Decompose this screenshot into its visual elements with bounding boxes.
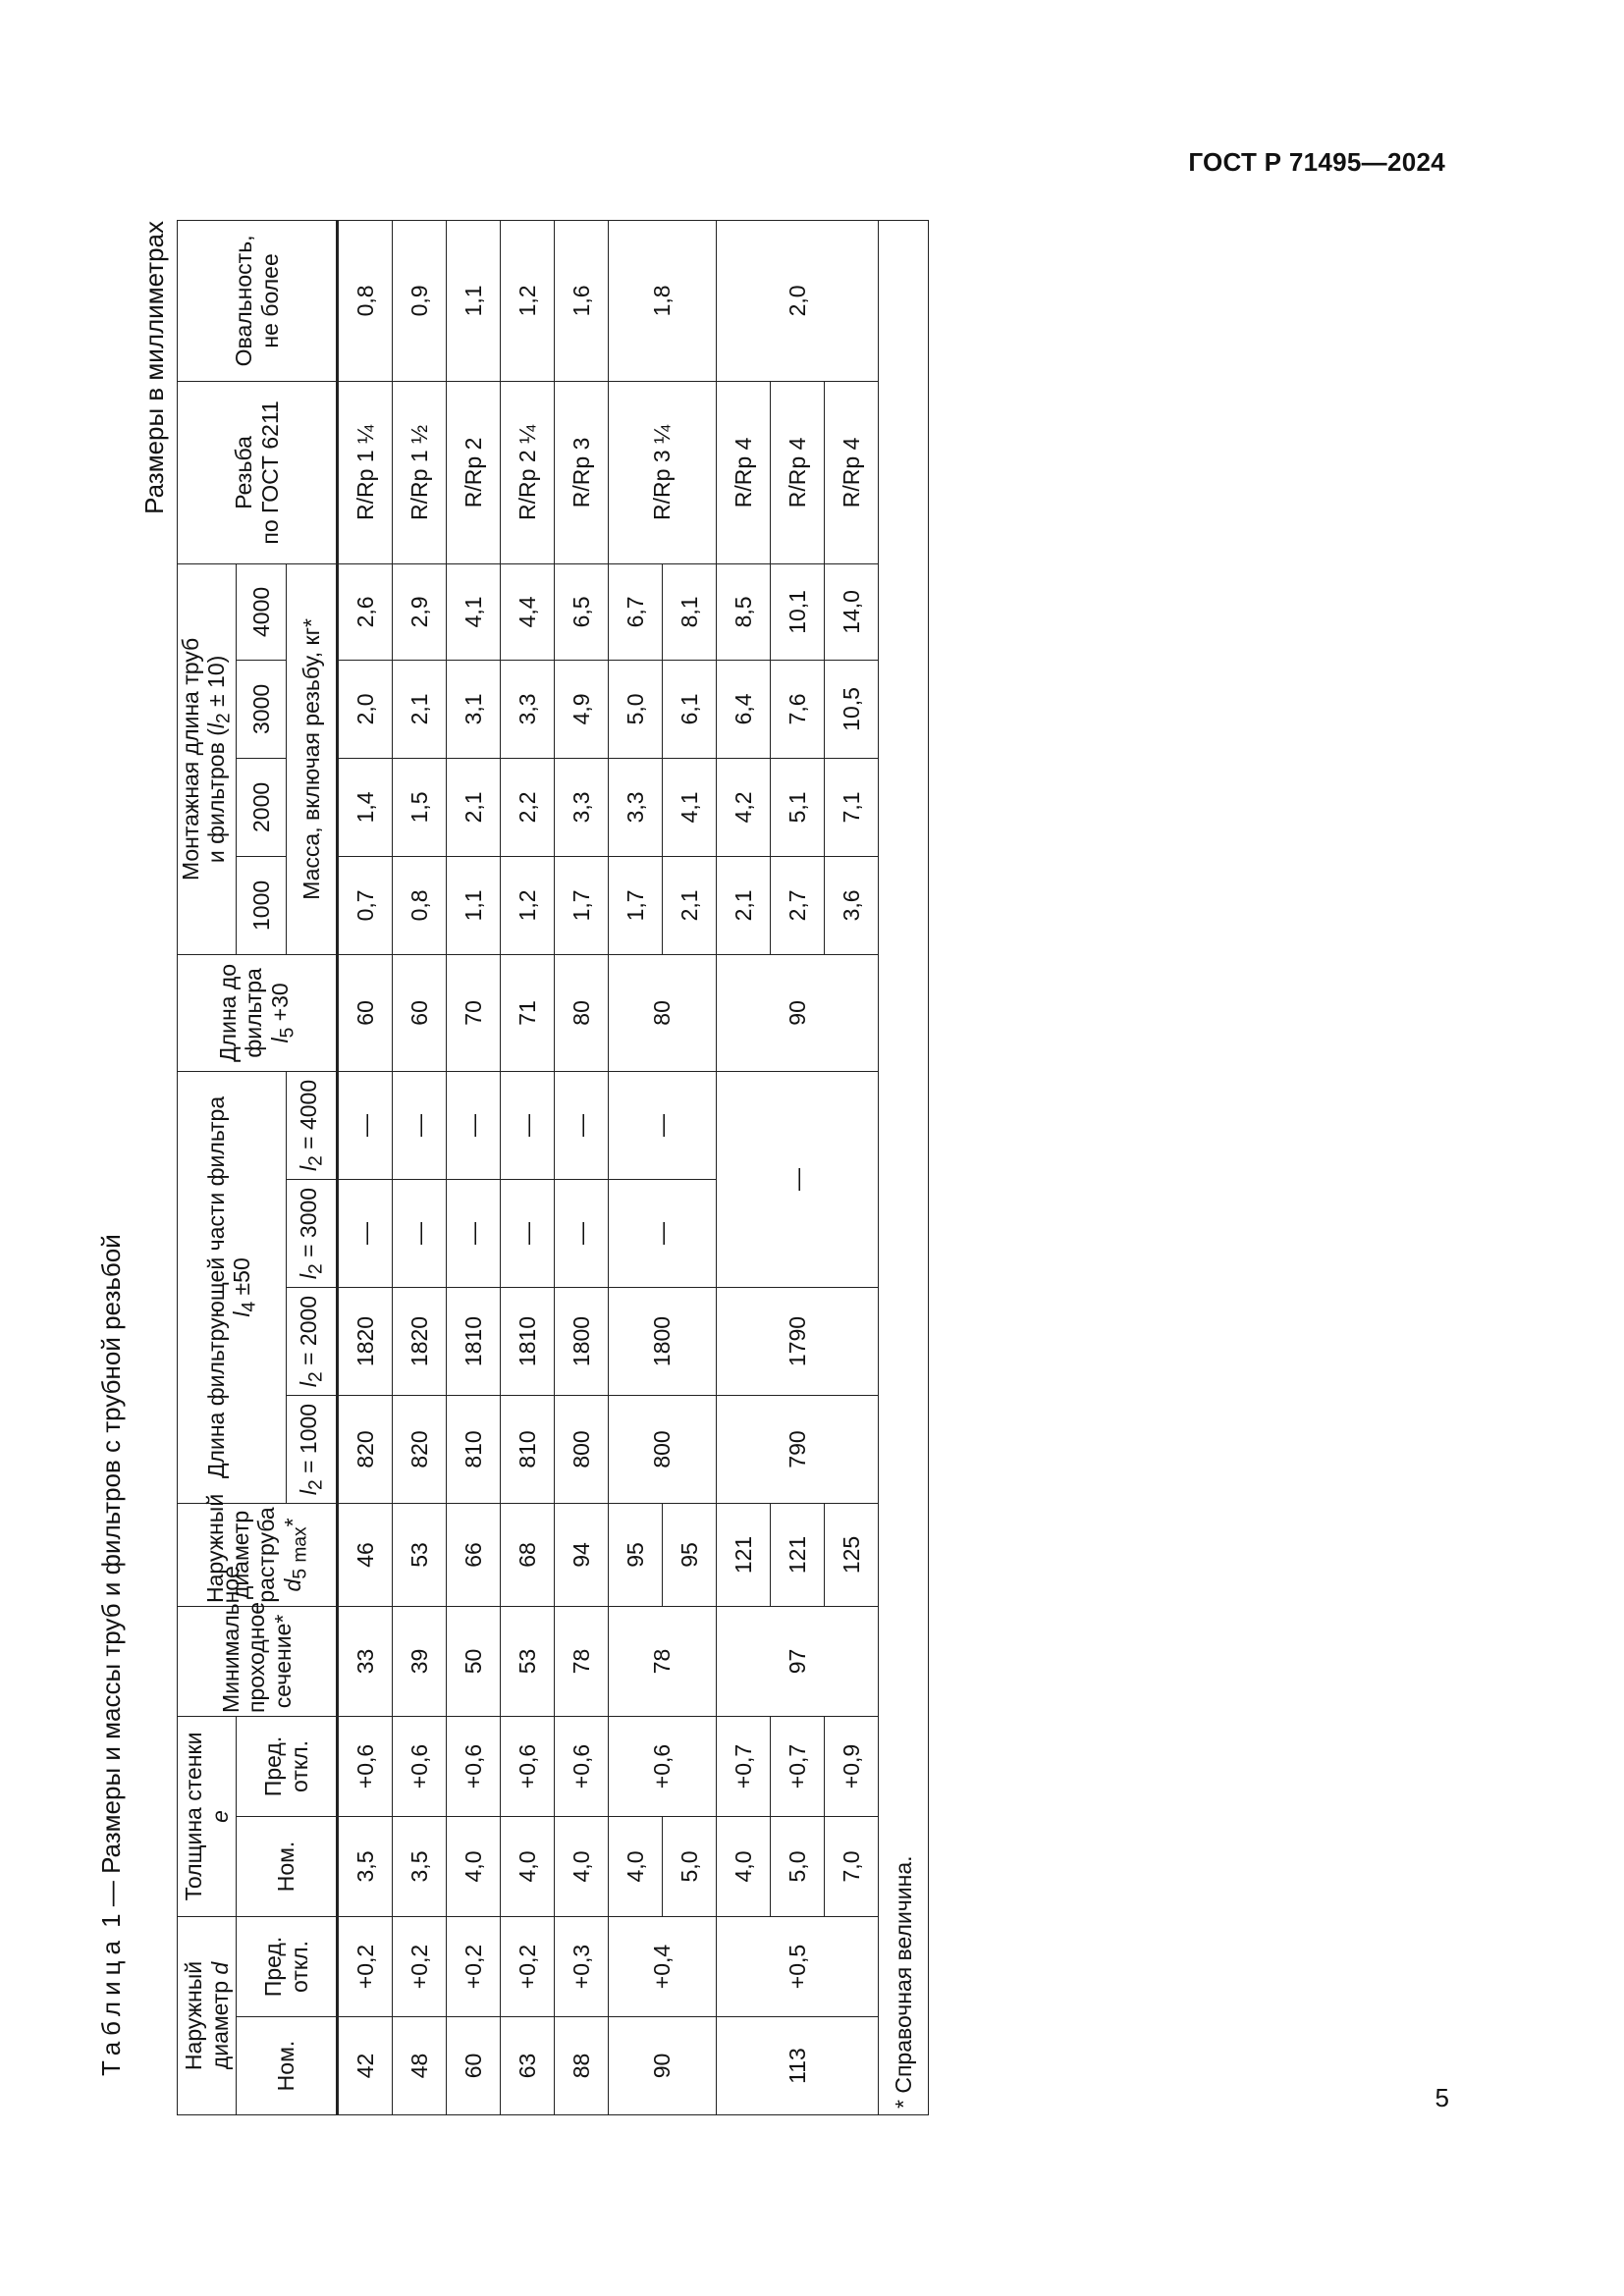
cell-f3000: — <box>447 1179 501 1287</box>
cell-f3000: — <box>717 1071 879 1287</box>
cell-m2000: 1,5 <box>393 758 447 856</box>
hdr-filter-2000: $l_2 = 2000$ <box>287 1287 338 1395</box>
page-number: 5 <box>1435 2083 1449 2112</box>
cell-m4000: 4,4 <box>501 563 555 660</box>
cell-min: 53 <box>501 1606 555 1716</box>
dimensions-table <box>177 220 929 2115</box>
cell-d: 60 <box>447 2017 501 2115</box>
cell-d-dev: +0,5 <box>717 1916 879 2016</box>
cell-m1000: 2,1 <box>663 856 717 954</box>
cell-l5: 71 <box>501 954 555 1071</box>
table-row <box>609 220 663 2114</box>
cell-e-dev: +0,6 <box>555 1716 609 1816</box>
cell-d5: 121 <box>771 1503 825 1606</box>
cell-f1000: 790 <box>717 1395 879 1503</box>
cell-f4000: — <box>609 1071 717 1179</box>
cell-f2000: 1810 <box>447 1287 501 1395</box>
cell-e: 5,0 <box>663 1816 717 1916</box>
cell-m4000: 2,6 <box>338 563 393 660</box>
hdr-e-nom: Ном. <box>237 1816 338 1916</box>
cell-m1000: 0,7 <box>338 856 393 954</box>
cell-m4000: 6,7 <box>609 563 663 660</box>
cell-f1000: 820 <box>393 1395 447 1503</box>
cell-m3000: 6,4 <box>717 660 771 758</box>
cell-f3000: — <box>609 1179 717 1287</box>
table-row <box>447 220 501 2114</box>
cell-l5: 80 <box>609 954 717 1071</box>
cell-f3000: — <box>338 1179 393 1287</box>
cell-e-dev: +0,6 <box>393 1716 447 1816</box>
cell-m4000: 8,1 <box>663 563 717 660</box>
cell-m1000: 3,6 <box>825 856 879 954</box>
cell-f4000: — <box>393 1071 447 1179</box>
cell-f1000: 800 <box>555 1395 609 1503</box>
cell-min: 50 <box>447 1606 501 1716</box>
cell-m2000: 4,1 <box>663 758 717 856</box>
cell-d5: 95 <box>609 1503 663 1606</box>
cell-f1000: 810 <box>501 1395 555 1503</box>
cell-e: 4,0 <box>555 1816 609 1916</box>
cell-f1000: 810 <box>447 1395 501 1503</box>
cell-d5: 53 <box>393 1503 447 1606</box>
cell-m3000: 5,0 <box>609 660 663 758</box>
cell-m2000: 3,3 <box>609 758 663 856</box>
cell-e: 7,0 <box>825 1816 879 1916</box>
hdr-mass: Масса, включая резьбу, кг* <box>287 563 338 954</box>
hdr-mount-2000: 2000 <box>237 758 287 856</box>
cell-m1000: 1,7 <box>555 856 609 954</box>
cell-d5: 125 <box>825 1503 879 1606</box>
cell-d5: 94 <box>555 1503 609 1606</box>
cell-f4000: — <box>338 1071 393 1179</box>
cell-m1000: 1,2 <box>501 856 555 954</box>
caption-text: 1 — Размеры и массы труб и фильтров с трубной резьбой <box>96 1234 126 1936</box>
cell-f2000: 1790 <box>717 1287 879 1395</box>
cell-e: 4,0 <box>447 1816 501 1916</box>
cell-m2000: 4,2 <box>717 758 771 856</box>
cell-f2000: 1820 <box>338 1287 393 1395</box>
cell-e: 3,5 <box>338 1816 393 1916</box>
cell-e-dev: +0,6 <box>609 1716 717 1816</box>
cell-d-dev: +0,2 <box>338 1916 393 2016</box>
cell-e: 4,0 <box>717 1816 771 1916</box>
cell-l5: 80 <box>555 954 609 1071</box>
cell-thread: R/Rp 1 ¼ <box>338 381 393 563</box>
col-length-to-filter: Длина до фильтра $l_5 +30$ <box>178 954 338 1071</box>
cell-f3000: — <box>501 1179 555 1287</box>
cell-d: 113 <box>717 2017 879 2115</box>
hdr-filter-1000: $l_2 = 1000$ <box>287 1395 338 1503</box>
cell-e-dev: +0,6 <box>447 1716 501 1816</box>
hdr-filter-4000: $l_2 = 4000$ <box>287 1071 338 1179</box>
cell-d: 48 <box>393 2017 447 2115</box>
cell-thread: R/Rp 2 <box>447 381 501 563</box>
hdr-mount-4000: 4000 <box>237 563 287 660</box>
cell-thread: R/Rp 4 <box>825 381 879 563</box>
col-min-passage: Минимальное проходное сечение* <box>178 1606 338 1716</box>
table-caption <box>96 1234 127 2076</box>
cell-e: 4,0 <box>609 1816 663 1916</box>
cell-l5: 70 <box>447 954 501 1071</box>
cell-min: 39 <box>393 1606 447 1716</box>
cell-d5: 121 <box>717 1503 771 1606</box>
cell-m4000: 8,5 <box>717 563 771 660</box>
cell-m1000: 1,7 <box>609 856 663 954</box>
cell-ovality: 0,8 <box>338 220 393 381</box>
units-note: Размеры в миллиметрах <box>139 221 169 514</box>
cell-ovality: 1,2 <box>501 220 555 381</box>
cell-min: 33 <box>338 1606 393 1716</box>
cell-thread: R/Rp 2 ¼ <box>501 381 555 563</box>
cell-e-dev: +0,7 <box>717 1716 771 1816</box>
cell-f1000: 800 <box>609 1395 717 1503</box>
cell-m2000: 2,1 <box>447 758 501 856</box>
table-row <box>717 220 771 2114</box>
cell-min: 78 <box>555 1606 609 1716</box>
col-mount-length: Монтажная длина труб и фильтров $(l_2 \pm 10)$ <box>178 563 237 954</box>
cell-ovality: 1,8 <box>609 220 717 381</box>
cell-ovality: 2,0 <box>717 220 879 381</box>
hdr-mount-3000: 3000 <box>237 660 287 758</box>
table-row <box>338 220 393 2114</box>
cell-m3000: 2,1 <box>393 660 447 758</box>
cell-d5: 66 <box>447 1503 501 1606</box>
cell-d5: 46 <box>338 1503 393 1606</box>
cell-m3000: 6,1 <box>663 660 717 758</box>
col-socket-diameter: Наружный диаметр раструба $d_5$ $_{max}$* <box>178 1503 338 1606</box>
table-row <box>555 220 609 2114</box>
hdr-filter-3000: $l_2 = 3000$ <box>287 1179 338 1287</box>
cell-f2000: 1800 <box>609 1287 717 1395</box>
cell-m1000: 2,7 <box>771 856 825 954</box>
col-thread: Резьба по ГОСТ 6211 <box>178 381 338 563</box>
cell-m3000: 4,9 <box>555 660 609 758</box>
rotated-table-area <box>96 221 1049 2115</box>
cell-m3000: 7,6 <box>771 660 825 758</box>
cell-m1000: 1,1 <box>447 856 501 954</box>
cell-d: 90 <box>609 2017 717 2115</box>
cell-d: 42 <box>338 2017 393 2115</box>
cell-f2000: 1810 <box>501 1287 555 1395</box>
cell-f4000: — <box>501 1071 555 1179</box>
cell-m4000: 6,5 <box>555 563 609 660</box>
cell-m1000: 2,1 <box>717 856 771 954</box>
cell-m2000: 5,1 <box>771 758 825 856</box>
cell-d5: 95 <box>663 1503 717 1606</box>
cell-thread: R/Rp 3 ¼ <box>609 381 717 563</box>
cell-f3000: — <box>555 1179 609 1287</box>
cell-m4000: 14,0 <box>825 563 879 660</box>
cell-m3000: 2,0 <box>338 660 393 758</box>
cell-ovality: 1,1 <box>447 220 501 381</box>
cell-f2000: 1800 <box>555 1287 609 1395</box>
cell-f1000: 820 <box>338 1395 393 1503</box>
cell-e-dev: +0,6 <box>501 1716 555 1816</box>
cell-f4000: — <box>555 1071 609 1179</box>
cell-m2000: 2,2 <box>501 758 555 856</box>
cell-d: 88 <box>555 2017 609 2115</box>
cell-e-dev: +0,6 <box>338 1716 393 1816</box>
document-id: ГОСТ Р 71495—2024 <box>1188 147 1445 177</box>
col-outer-diameter: Наружный диаметр d <box>178 1916 237 2114</box>
cell-m2000: 3,3 <box>555 758 609 856</box>
cell-d-dev: +0,3 <box>555 1916 609 2016</box>
cell-l5: 60 <box>393 954 447 1071</box>
cell-m3000: 10,5 <box>825 660 879 758</box>
cell-m3000: 3,1 <box>447 660 501 758</box>
cell-e-dev: +0,7 <box>771 1716 825 1816</box>
cell-thread: R/Rp 4 <box>717 381 771 563</box>
cell-f2000: 1820 <box>393 1287 447 1395</box>
cell-d-dev: +0,2 <box>447 1916 501 2016</box>
cell-m2000: 7,1 <box>825 758 879 856</box>
cell-m2000: 1,4 <box>338 758 393 856</box>
cell-l5: 60 <box>338 954 393 1071</box>
col-ovality: Овальность, не более <box>178 220 338 381</box>
cell-l5: 90 <box>717 954 879 1071</box>
cell-d-dev: +0,2 <box>393 1916 447 2016</box>
cell-m4000: 2,9 <box>393 563 447 660</box>
cell-e: 3,5 <box>393 1816 447 1916</box>
cell-d: 63 <box>501 2017 555 2115</box>
cell-ovality: 1,6 <box>555 220 609 381</box>
cell-m3000: 3,3 <box>501 660 555 758</box>
hdr-d-nom: Ном. <box>237 2017 338 2115</box>
footnote: * Справочная величина. <box>879 220 929 2114</box>
cell-f3000: — <box>393 1179 447 1287</box>
cell-m1000: 0,8 <box>393 856 447 954</box>
cell-d5: 68 <box>501 1503 555 1606</box>
cell-thread: R/Rp 4 <box>771 381 825 563</box>
cell-m4000: 4,1 <box>447 563 501 660</box>
cell-thread: R/Rp 3 <box>555 381 609 563</box>
footnote-row <box>879 220 929 2114</box>
cell-min: 97 <box>717 1606 879 1716</box>
cell-e-dev: +0,9 <box>825 1716 879 1816</box>
hdr-e-dev: Пред. откл. <box>237 1716 338 1816</box>
cell-min: 78 <box>609 1606 717 1716</box>
caption-label: Таблица <box>96 1935 126 2076</box>
table-row <box>393 220 447 2114</box>
hdr-d-dev: Пред. откл. <box>237 1916 338 2016</box>
cell-e: 5,0 <box>771 1816 825 1916</box>
cell-d-dev: +0,2 <box>501 1916 555 2016</box>
cell-ovality: 0,9 <box>393 220 447 381</box>
cell-f4000: — <box>447 1071 501 1179</box>
table-row <box>501 220 555 2114</box>
cell-thread: R/Rp 1 ½ <box>393 381 447 563</box>
cell-m4000: 10,1 <box>771 563 825 660</box>
col-filter-length: Длина фильтрующей части фильтра $l_4 \pm 50$ <box>178 1071 287 1503</box>
cell-d-dev: +0,4 <box>609 1916 717 2016</box>
hdr-mount-1000: 1000 <box>237 856 287 954</box>
col-wall-thickness: Толщина стенки e <box>178 1716 237 1916</box>
cell-e: 4,0 <box>501 1816 555 1916</box>
